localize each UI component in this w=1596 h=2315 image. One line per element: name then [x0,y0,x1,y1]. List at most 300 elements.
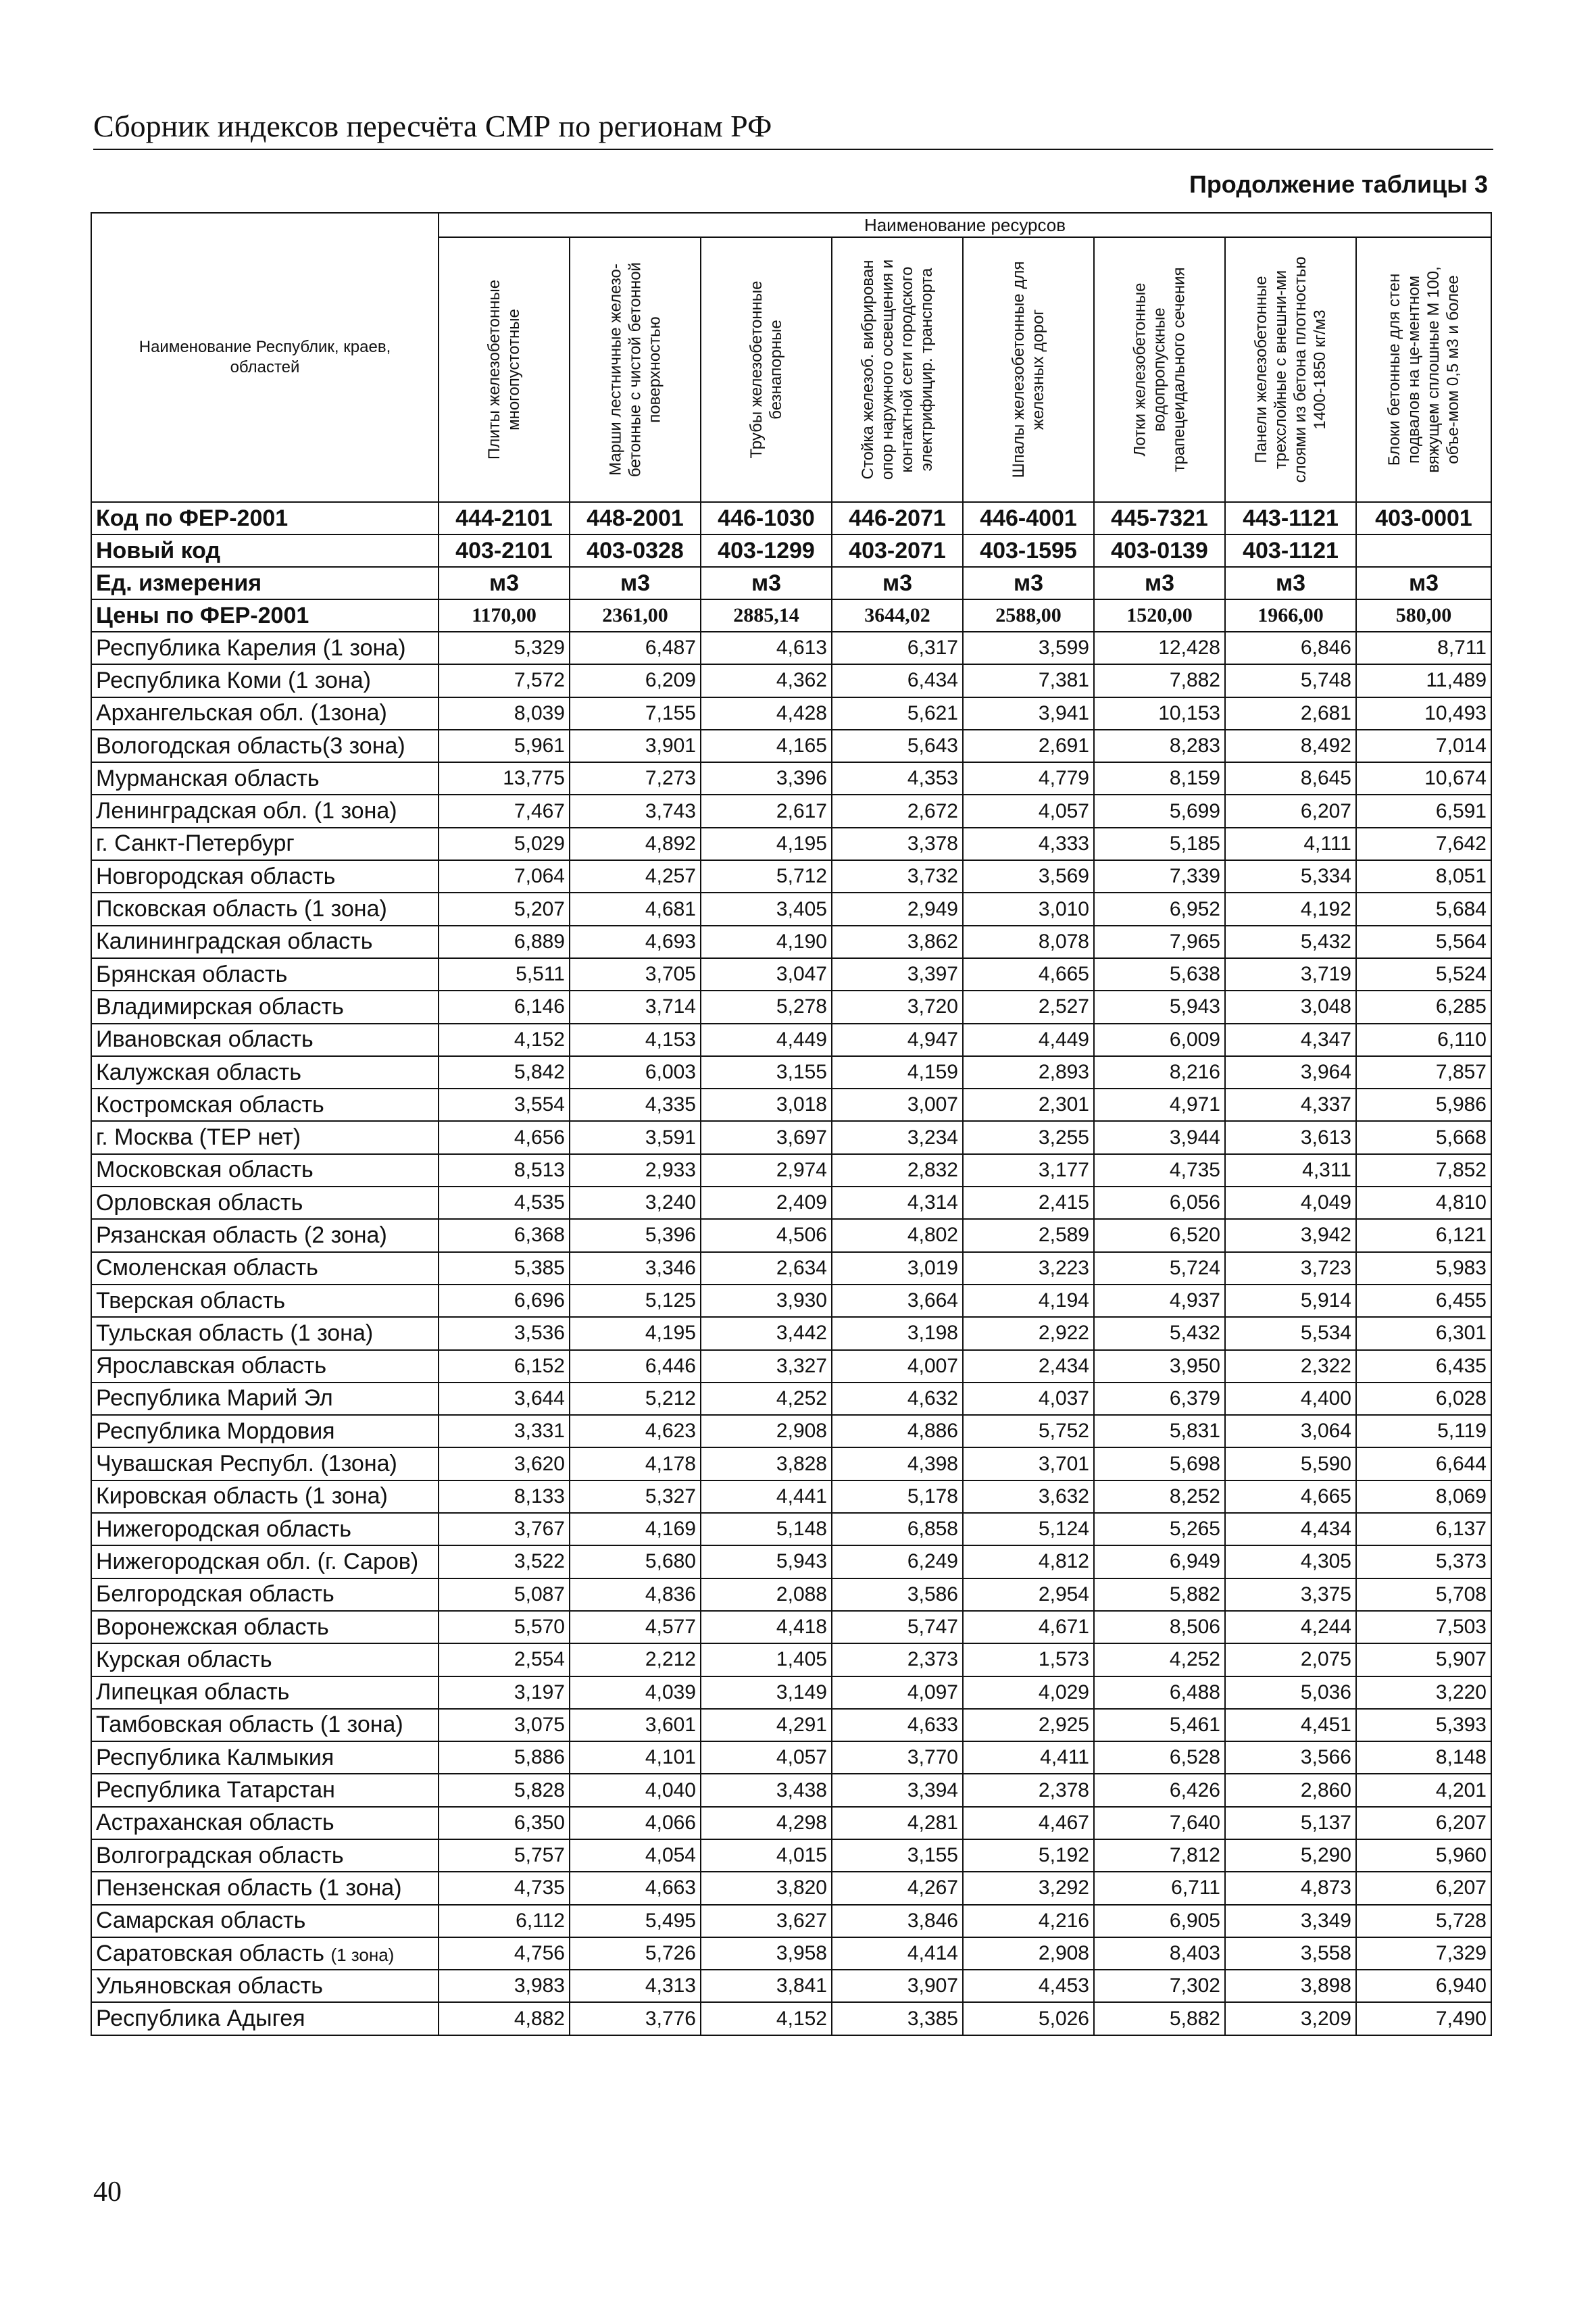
index-value: 2,378 [963,1774,1094,1806]
index-value: 8,711 [1356,632,1491,664]
index-value: 8,513 [439,1154,570,1187]
table-row [91,1937,1491,1970]
index-value: 8,492 [1225,730,1356,762]
index-value: 5,943 [701,1545,832,1578]
index-value: 3,941 [963,697,1094,730]
index-value: 5,036 [1225,1676,1356,1709]
meta-row [91,534,1491,567]
index-value: 4,453 [963,1970,1094,2002]
index-value: 5,643 [832,730,963,762]
index-value: 6,644 [1356,1447,1491,1480]
index-value: 3,644 [439,1383,570,1415]
index-value: 5,327 [570,1480,701,1513]
index-value: 4,671 [963,1611,1094,1643]
meta-value: м3 [1094,567,1225,599]
index-value: 4,418 [701,1611,832,1643]
index-value: 5,265 [1094,1513,1225,1545]
index-value: 4,467 [963,1807,1094,1839]
region-name: Ленинградская обл. (1 зона) [91,795,439,827]
table-row [91,1905,1491,1937]
index-value: 3,942 [1225,1219,1356,1251]
index-value: 6,435 [1356,1350,1491,1383]
index-value: 6,858 [832,1513,963,1545]
index-value: 3,950 [1094,1350,1225,1383]
index-value: 6,488 [1094,1676,1225,1709]
index-value: 5,747 [832,1611,963,1643]
region-name: Вологодская область(3 зона) [91,730,439,762]
region-name: Нижегородская область [91,1513,439,1545]
index-value: 5,334 [1225,860,1356,893]
index-value: 4,623 [570,1415,701,1447]
index-value: 5,724 [1094,1252,1225,1285]
index-value: 4,632 [832,1383,963,1415]
index-value: 5,886 [439,1741,570,1774]
column-header-text: Шпалы железобетонные для железных дорог [1009,261,1047,478]
column-header [570,237,701,502]
index-value: 4,414 [832,1937,963,1970]
table-row [91,1611,1491,1643]
meta-value: 403-2101 [439,534,570,567]
index-value: 7,640 [1094,1807,1225,1839]
index-value: 5,570 [439,1611,570,1643]
index-value: 7,329 [1356,1937,1491,1970]
index-value: 6,350 [439,1807,570,1839]
index-value: 6,317 [832,632,963,664]
region-name: Воронежская область [91,1611,439,1643]
index-value: 3,018 [701,1089,832,1121]
index-value: 6,952 [1094,893,1225,925]
index-value: 5,396 [570,1219,701,1251]
index-value: 5,590 [1225,1447,1356,1480]
table-row [91,762,1491,795]
index-value: 7,064 [439,860,570,893]
index-value: 8,051 [1356,860,1491,893]
index-value: 4,812 [963,1545,1094,1578]
index-value: 7,467 [439,795,570,827]
index-value: 4,333 [963,828,1094,860]
index-value: 4,882 [439,2002,570,2035]
table-row [91,1480,1491,1513]
index-value: 6,434 [832,664,963,697]
table-row [91,795,1491,827]
meta-value: 444-2101 [439,502,570,534]
index-value: 5,192 [963,1839,1094,1872]
index-value: 6,455 [1356,1285,1491,1317]
index-value: 4,411 [963,1741,1094,1774]
index-value: 6,528 [1094,1741,1225,1774]
index-value: 3,820 [701,1872,832,1904]
index-value: 5,668 [1356,1121,1491,1153]
index-value: 2,088 [701,1578,832,1611]
table-row [91,1219,1491,1251]
index-value: 2,301 [963,1089,1094,1121]
index-value: 5,986 [1356,1089,1491,1121]
table-row [91,1578,1491,1611]
column-header [1356,237,1491,502]
index-value: 2,634 [701,1252,832,1285]
index-value: 2,922 [963,1317,1094,1349]
index-value: 5,748 [1225,664,1356,697]
index-value: 2,974 [701,1154,832,1187]
index-value: 5,087 [439,1578,570,1611]
index-value: 3,155 [832,1839,963,1872]
index-value: 5,137 [1225,1807,1356,1839]
index-value: 10,153 [1094,697,1225,730]
column-header-text: Марши лестничные железо-бетонные с чистой бетонной поверхностью [606,262,664,477]
index-value: 4,756 [439,1937,570,1970]
index-value: 4,802 [832,1219,963,1251]
region-name-zone: (1 зона) [330,1944,395,1965]
meta-value: 446-1030 [701,502,832,534]
index-value: 3,964 [1225,1056,1356,1089]
index-value: 6,940 [1356,1970,1491,2002]
index-value: 7,572 [439,664,570,697]
index-value: 4,665 [963,958,1094,991]
index-value: 8,283 [1094,730,1225,762]
region-name: Республика Калмыкия [91,1741,439,1774]
index-value: 10,493 [1356,697,1491,730]
index-value: 4,506 [701,1219,832,1251]
index-value: 3,197 [439,1676,570,1709]
region-name: Пензенская область (1 зона) [91,1872,439,1904]
index-value: 4,735 [1094,1154,1225,1187]
index-value: 3,346 [570,1252,701,1285]
index-value: 2,860 [1225,1774,1356,1806]
index-value: 5,907 [1356,1643,1491,1676]
index-value: 3,223 [963,1252,1094,1285]
index-value: 3,601 [570,1709,701,1741]
table-row [91,1447,1491,1480]
meta-value: 443-1121 [1225,502,1356,534]
index-value: 3,599 [963,632,1094,664]
region-name: Новгородская область [91,860,439,893]
index-value: 4,192 [1225,893,1356,925]
index-value: 5,842 [439,1056,570,1089]
index-value: 4,449 [963,1024,1094,1056]
meta-value: м3 [832,567,963,599]
index-value: 4,681 [570,893,701,925]
index-value: 4,190 [701,926,832,958]
index-value: 4,049 [1225,1187,1356,1219]
index-value: 3,776 [570,2002,701,2035]
index-value: 4,663 [570,1872,701,1904]
region-name: Республика Мордовия [91,1415,439,1447]
index-value: 2,691 [963,730,1094,762]
index-value: 5,621 [832,697,963,730]
index-value: 3,198 [832,1317,963,1349]
region-name: Нижегородская обл. (г. Саров) [91,1545,439,1578]
index-value: 7,965 [1094,926,1225,958]
table-row [91,1839,1491,1872]
meta-value: 445-7321 [1094,502,1225,534]
index-value: 7,503 [1356,1611,1491,1643]
region-name: Республика Марий Эл [91,1383,439,1415]
index-value: 6,121 [1356,1219,1491,1251]
index-value: 3,047 [701,958,832,991]
index-value: 5,712 [701,860,832,893]
index-value: 6,056 [1094,1187,1225,1219]
index-value: 3,349 [1225,1905,1356,1937]
index-value: 2,893 [963,1056,1094,1089]
table-row [91,1383,1491,1415]
region-name: Липецкая область [91,1676,439,1709]
index-value: 3,048 [1225,991,1356,1023]
region-name: Ярославская область [91,1350,439,1383]
index-value: 4,007 [832,1350,963,1383]
index-value: 6,520 [1094,1219,1225,1251]
index-value: 3,705 [570,958,701,991]
index-value: 3,620 [439,1447,570,1480]
index-value: 7,882 [1094,664,1225,697]
region-name: Республика Карелия (1 зона) [91,632,439,664]
meta-value: м3 [1225,567,1356,599]
index-value: 5,432 [1225,926,1356,958]
index-value: 3,901 [570,730,701,762]
page-header [93,103,1493,150]
table-row [91,1252,1491,1285]
table-row [91,1317,1491,1349]
region-name: Костромская область [91,1089,439,1121]
index-value: 5,534 [1225,1317,1356,1349]
index-value: 2,075 [1225,1643,1356,1676]
region-name: г. Санкт-Петербург [91,828,439,860]
index-value: 6,426 [1094,1774,1225,1806]
meta-value: 2588,00 [963,599,1094,632]
index-value: 4,613 [701,632,832,664]
index-value: 8,148 [1356,1741,1491,1774]
table-row [91,1709,1491,1741]
region-name: Ивановская область [91,1024,439,1056]
index-value: 4,735 [439,1872,570,1904]
index-value: 3,632 [963,1480,1094,1513]
meta-value: 1966,00 [1225,599,1356,632]
index-value: 4,311 [1225,1154,1356,1187]
index-value: 6,152 [439,1350,570,1383]
index-value: 3,394 [832,1774,963,1806]
index-value: 3,155 [701,1056,832,1089]
index-value: 4,194 [963,1285,1094,1317]
index-value: 4,305 [1225,1545,1356,1578]
index-value: 2,954 [963,1578,1094,1611]
index-value: 5,564 [1356,926,1491,958]
meta-value: 580,00 [1356,599,1491,632]
index-value: 4,886 [832,1415,963,1447]
index-value: 3,846 [832,1905,963,1937]
meta-value: м3 [1356,567,1491,599]
index-value: 3,720 [832,991,963,1023]
table-row [91,1872,1491,1904]
index-value: 3,375 [1225,1578,1356,1611]
resources-group-header: Наименование ресурсов [439,213,1491,237]
index-value: 3,958 [701,1937,832,1970]
index-value: 5,961 [439,730,570,762]
table-row [91,926,1491,958]
index-value: 3,442 [701,1317,832,1349]
index-value: 3,664 [832,1285,963,1317]
meta-value: м3 [439,567,570,599]
table-row [91,1774,1491,1806]
index-value: 3,149 [701,1676,832,1709]
index-value: 4,097 [832,1676,963,1709]
index-value: 5,882 [1094,1578,1225,1611]
index-value: 4,101 [570,1741,701,1774]
index-value: 5,125 [570,1285,701,1317]
column-header [963,237,1094,502]
index-value: 5,385 [439,1252,570,1285]
region-name: Рязанская область (2 зона) [91,1219,439,1251]
column-header [1225,237,1356,502]
index-value: 2,409 [701,1187,832,1219]
index-value: 5,680 [570,1545,701,1578]
index-value: 3,378 [832,828,963,860]
index-value: 5,708 [1356,1578,1491,1611]
index-value: 2,617 [701,795,832,827]
meta-value: м3 [701,567,832,599]
index-value: 4,057 [701,1741,832,1774]
region-name: Брянская область [91,958,439,991]
index-value: 3,522 [439,1545,570,1578]
region-name: Республика Коми (1 зона) [91,664,439,697]
index-value: 4,291 [701,1709,832,1741]
index-value: 4,441 [701,1480,832,1513]
table-row [91,664,1491,697]
region-name: Волгоградская область [91,1839,439,1872]
index-value: 4,892 [570,828,701,860]
index-value: 4,873 [1225,1872,1356,1904]
table-row [91,991,1491,1023]
column-header-text: Блоки бетонные для стен подвалов на це-ментном вяжущем сплошные М 100, объе-мом 0,5 м3 и более [1385,266,1462,473]
index-value: 3,007 [832,1089,963,1121]
index-value: 5,684 [1356,893,1491,925]
index-value: 6,905 [1094,1905,1225,1937]
index-value: 7,857 [1356,1056,1491,1089]
index-value: 4,428 [701,697,832,730]
index-value: 3,907 [832,1970,963,2002]
index-value: 3,209 [1225,2002,1356,2035]
index-value: 4,152 [439,1024,570,1056]
index-value: 3,767 [439,1513,570,1545]
meta-value: м3 [570,567,701,599]
column-header [1094,237,1225,502]
index-value: 2,554 [439,1643,570,1676]
index-value: 3,405 [701,893,832,925]
index-value: 3,558 [1225,1937,1356,1970]
index-value: 3,064 [1225,1415,1356,1447]
index-value: 8,403 [1094,1937,1225,1970]
meta-value: 448-2001 [570,502,701,534]
table-row [91,1024,1491,1056]
index-value: 4,947 [832,1024,963,1056]
meta-value: 403-0328 [570,534,701,567]
index-value: 5,124 [963,1513,1094,1545]
table-row [91,1741,1491,1774]
index-value: 4,535 [439,1187,570,1219]
index-value: 5,495 [570,1905,701,1937]
index-value: 4,347 [1225,1024,1356,1056]
index-value: 5,699 [1094,795,1225,827]
meta-value [1356,534,1491,567]
index-value: 4,244 [1225,1611,1356,1643]
index-value: 3,396 [701,762,832,795]
index-value: 3,770 [832,1741,963,1774]
index-value: 2,925 [963,1709,1094,1741]
index-value: 3,220 [1356,1676,1491,1709]
region-name-header: Наименование Республик, краев, областей [91,213,439,502]
index-value: 7,852 [1356,1154,1491,1187]
column-header-text: Лотки железобетонные водопропускные трапецеидального сечения [1130,267,1189,472]
index-value: 5,432 [1094,1317,1225,1349]
index-value: 3,240 [570,1187,701,1219]
index-value: 3,627 [701,1905,832,1937]
index-value: 2,908 [963,1937,1094,1970]
index-value: 5,831 [1094,1415,1225,1447]
index-value: 4,314 [832,1187,963,1219]
index-value: 3,569 [963,860,1094,893]
meta-value: 403-0001 [1356,502,1491,534]
meta-label: Новый код [91,534,439,567]
index-value: 6,110 [1356,1024,1491,1056]
index-value: 10,674 [1356,762,1491,795]
index-value: 8,252 [1094,1480,1225,1513]
index-value: 5,329 [439,632,570,664]
index-value: 4,281 [832,1807,963,1839]
index-value: 6,301 [1356,1317,1491,1349]
meta-value: 446-2071 [832,502,963,534]
index-value: 4,054 [570,1839,701,1872]
index-value: 6,285 [1356,991,1491,1023]
index-value: 5,148 [701,1513,832,1545]
index-value: 3,944 [1094,1121,1225,1153]
index-value: 4,693 [570,926,701,958]
region-name: Астраханская область [91,1807,439,1839]
index-value: 6,207 [1356,1807,1491,1839]
index-value: 6,889 [439,926,570,958]
index-value: 3,714 [570,991,701,1023]
index-value: 3,010 [963,893,1094,925]
index-value: 5,373 [1356,1545,1491,1578]
region-name: г. Москва (ТЕР нет) [91,1121,439,1153]
index-value: 5,698 [1094,1447,1225,1480]
index-value: 2,589 [963,1219,1094,1251]
index-value: 5,752 [963,1415,1094,1447]
meta-value: 1520,00 [1094,599,1225,632]
index-value: 4,216 [963,1905,1094,1937]
region-name: Смоленская область [91,1252,439,1285]
index-value: 4,152 [701,2002,832,2035]
region-name: Владимирская область [91,991,439,1023]
index-value: 7,014 [1356,730,1491,762]
table-row [91,958,1491,991]
index-value: 3,075 [439,1709,570,1741]
index-value: 3,255 [963,1121,1094,1153]
index-value: 6,249 [832,1545,963,1578]
index-value: 5,278 [701,991,832,1023]
index-value: 4,313 [570,1970,701,2002]
index-value: 5,524 [1356,958,1491,991]
index-value: 4,040 [570,1774,701,1806]
meta-value: 2361,00 [570,599,701,632]
index-value: 2,527 [963,991,1094,1023]
index-value: 4,195 [570,1317,701,1349]
index-value: 4,015 [701,1839,832,1872]
index-value: 5,212 [570,1383,701,1415]
meta-label: Ед. измерения [91,567,439,599]
index-value: 4,252 [1094,1643,1225,1676]
meta-value: 403-1121 [1225,534,1356,567]
index-value: 3,234 [832,1121,963,1153]
region-name: Курская область [91,1643,439,1676]
index-value: 4,153 [570,1024,701,1056]
